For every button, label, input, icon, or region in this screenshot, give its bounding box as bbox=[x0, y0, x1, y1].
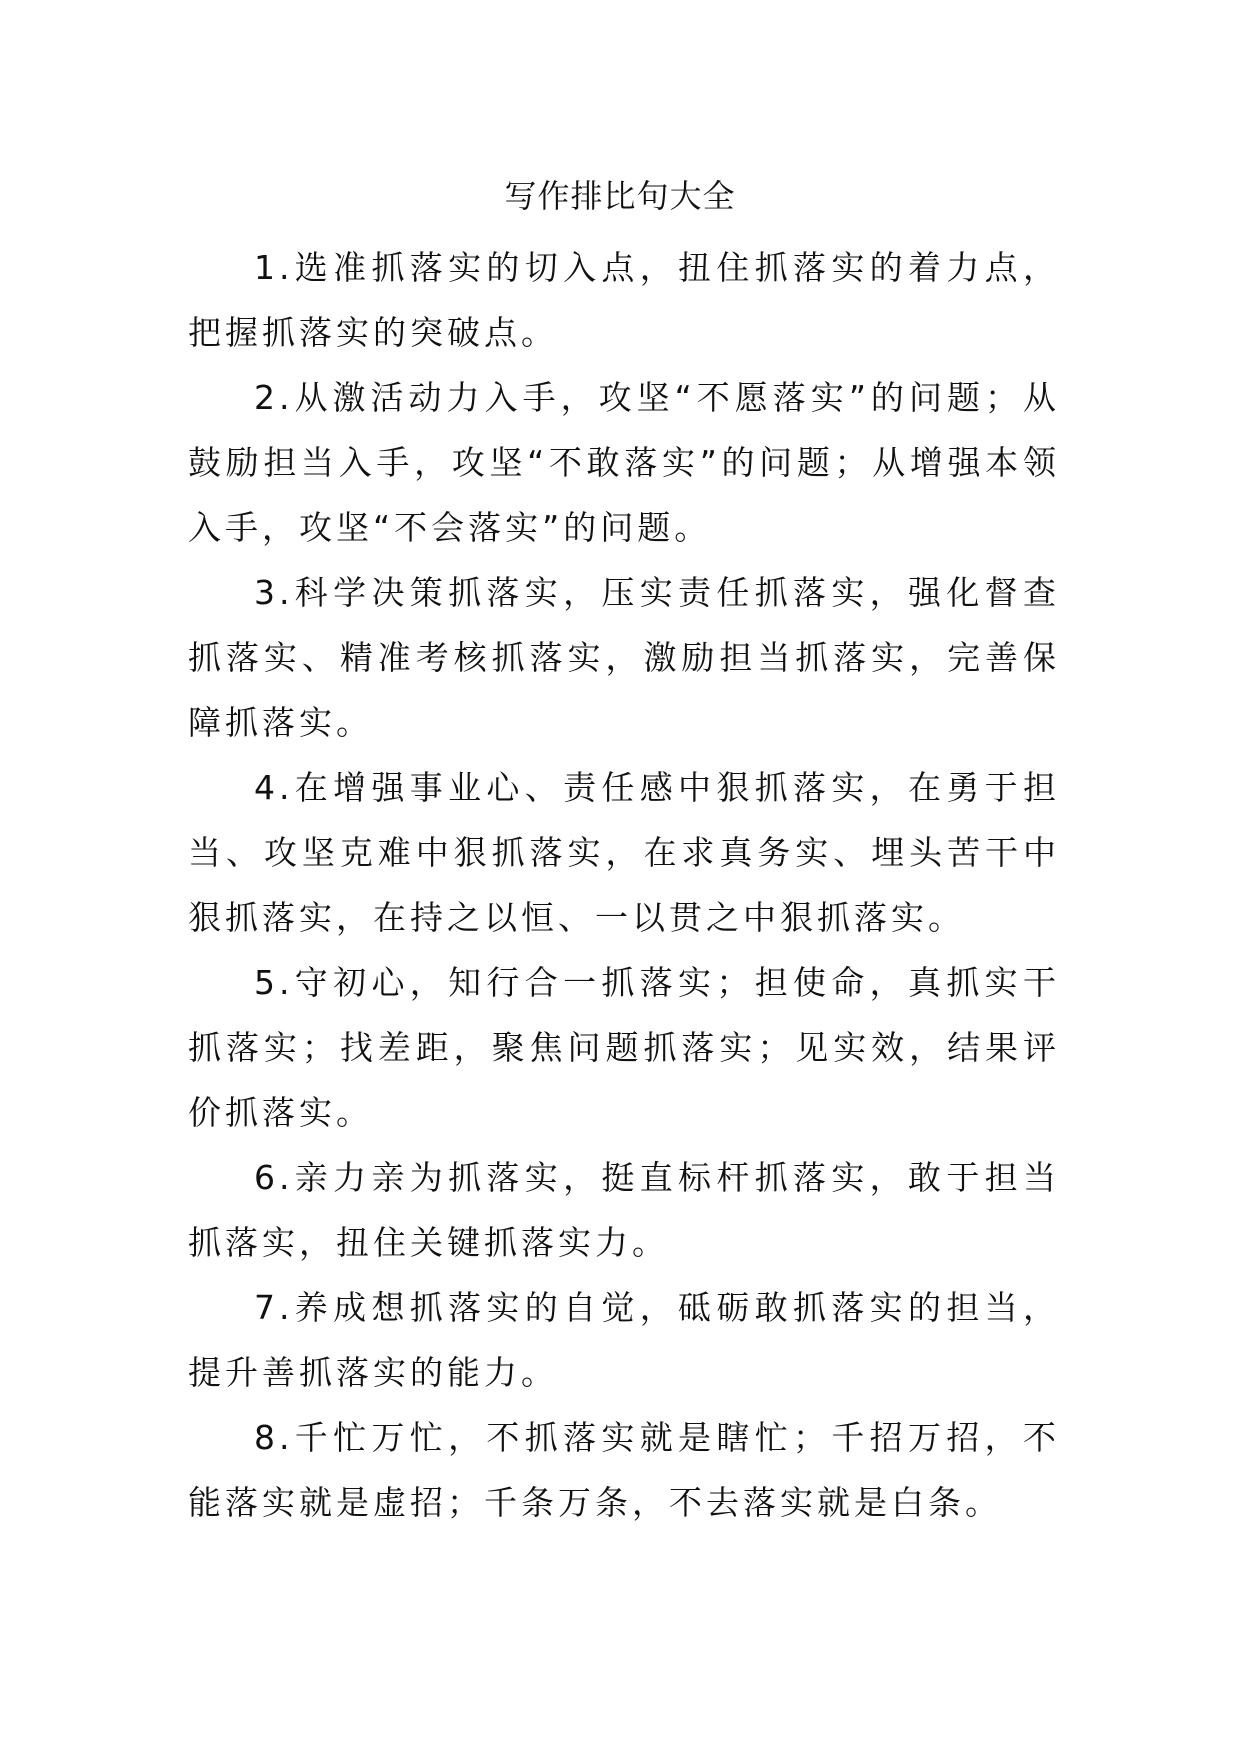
paragraph-1: 1.选准抓落实的切入点，扭住抓落实的着力点，把握抓落实的突破点。 bbox=[188, 248, 1060, 352]
paragraph-2: 2.从激活动力入手，攻坚“不愿落实”的问题；从鼓励担当入手，攻坚“不敢落实”的问题；从增强本领入手，攻坚“不会落实”的问题。 bbox=[188, 378, 1060, 547]
document-title: 写作排比句大全 bbox=[504, 177, 736, 215]
paragraph-4: 4.在增强事业心、责任感中狠抓落实，在勇于担当、攻坚克难中狠抓落实，在求真务实、埋头苦干中狠抓落实，在持之以恒、一以贯之中狠抓落实。 bbox=[188, 768, 1060, 937]
paragraph-6: 6.亲力亲为抓落实，挺直标杆抓落实，敢于担当抓落实，扭住关键抓落实力。 bbox=[188, 1158, 1060, 1262]
paragraph-8: 8.千忙万忙，不抓落实就是瞎忙；千招万招，不能落实就是虚招；千条万条，不去落实就是白条。 bbox=[188, 1418, 1060, 1522]
paragraph-5: 5.守初心，知行合一抓落实；担使命，真抓实干抓落实；找差距，聚焦问题抓落实；见实效，结果评价抓落实。 bbox=[188, 963, 1060, 1132]
paragraph-7: 7.养成想抓落实的自觉，砥砺敢抓落实的担当，提升善抓落实的能力。 bbox=[188, 1288, 1060, 1392]
paragraph-3: 3.科学决策抓落实，压实责任抓落实，强化督查抓落实、精准考核抓落实，激励担当抓落实，完善保障抓落实。 bbox=[188, 573, 1060, 742]
document-body bbox=[188, 235, 1060, 1535]
